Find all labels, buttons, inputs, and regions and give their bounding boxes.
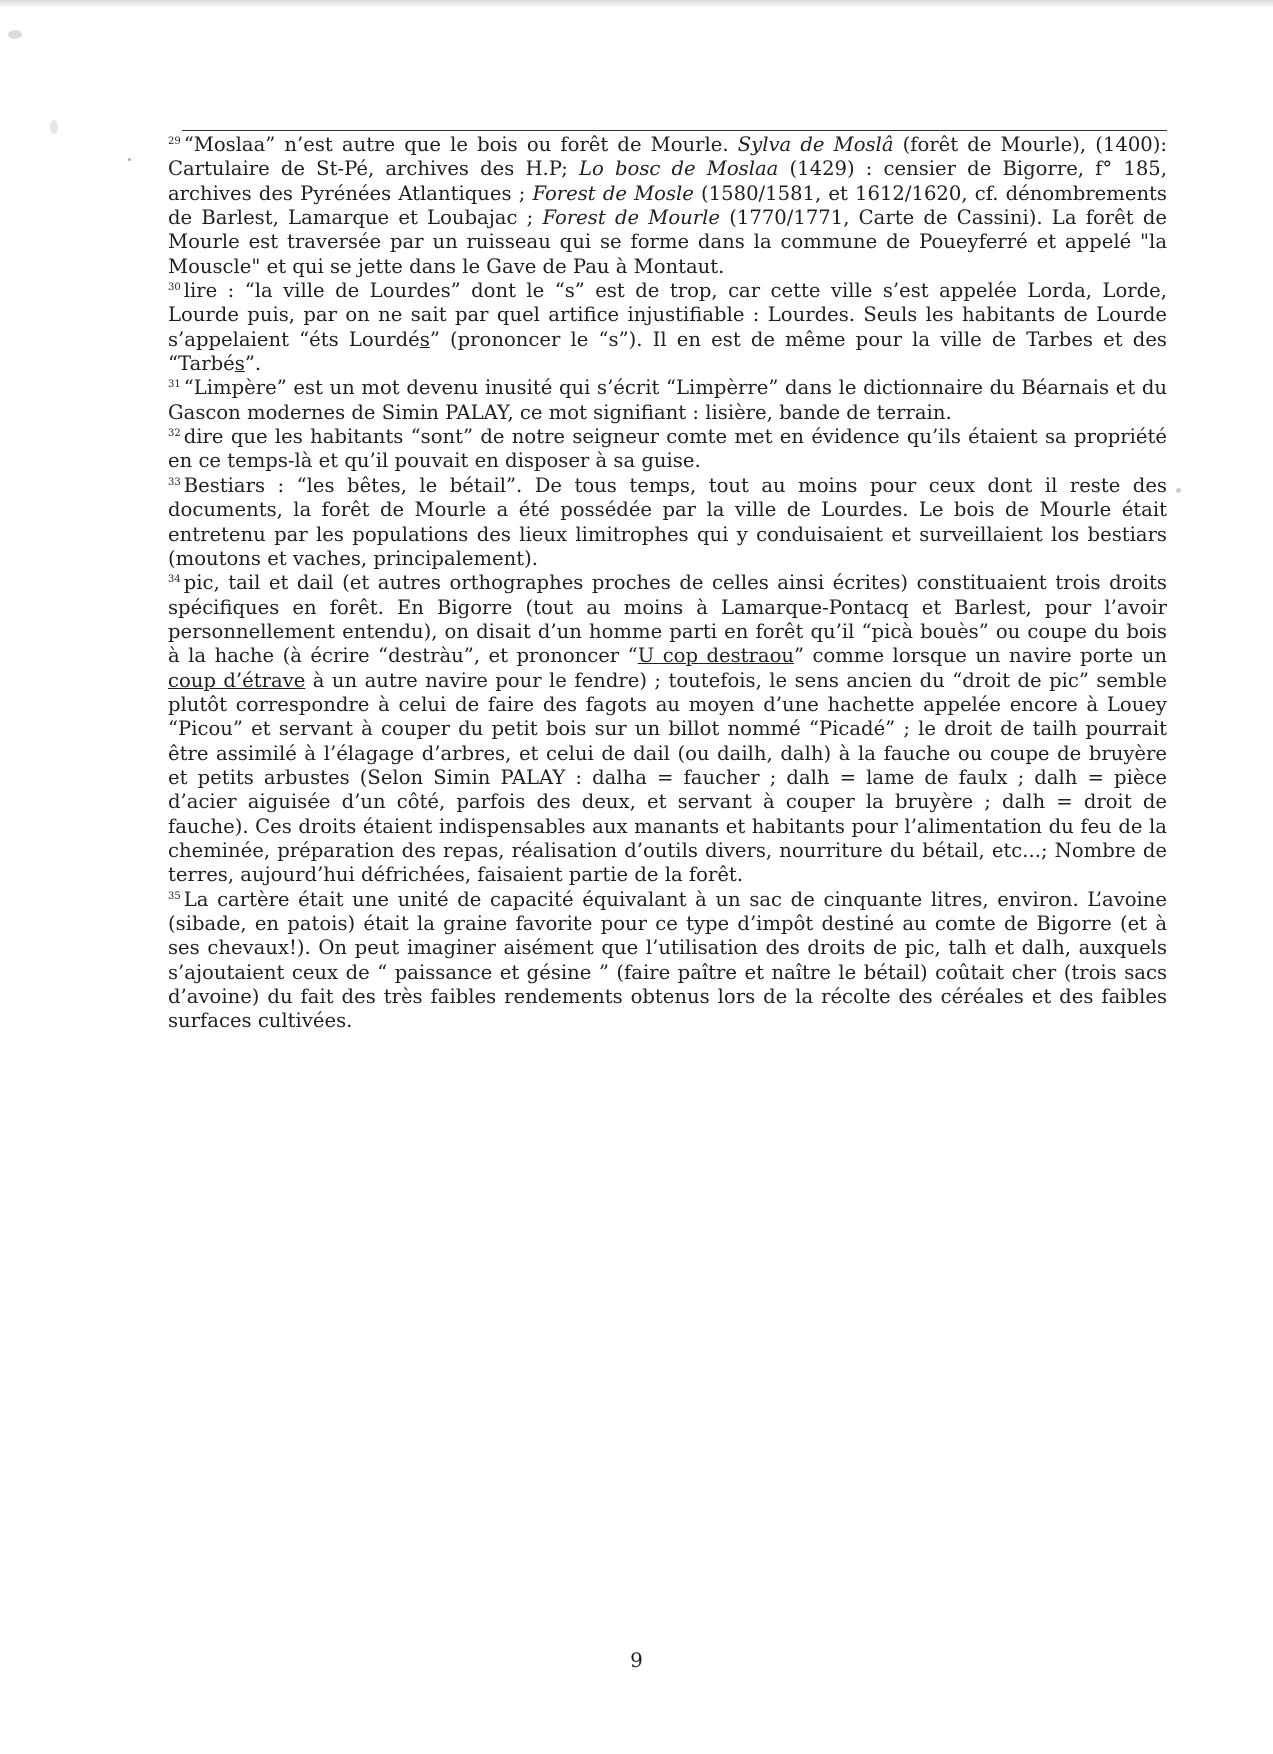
footnote-number: 31	[168, 379, 181, 391]
footnote-number: 29	[168, 136, 181, 147]
scan-edge-shadow	[0, 0, 1273, 8]
footnote-text: ”.	[244, 352, 262, 376]
footnote-text: “Limpère” est un mot devenu inusité qui s’écrit “Limpèrre” dans le dictionnaire du Béarnais et du Gascon modernes de Simin PALAY, ce mot signifiant : lisière, bande de terrain.	[168, 376, 1167, 424]
footnote-text: Bestiars : “les bêtes, le bétail”. De tous temps, tout au moins pour ceux dont il reste des documents, la forêt de Mourle a été possédée par la ville de Lourdes. Le bois de Mourle était entretenu par les populations des lieux limitrophes qui y conduisaient et surveillaient los bestiars (moutons et vaches, principalement).	[168, 473, 1167, 570]
scan-speck	[1176, 488, 1181, 493]
footnote-35	[168, 888, 1167, 1034]
footnote-text: dire que les habitants “sont” de notre seigneur comte met en évidence qu’ils étaient sa propriété en ce temps-là et qu’il pouvait en disposer à sa guise.	[168, 425, 1167, 473]
underlined-text: coup d’étrave	[168, 668, 306, 692]
italic-citation: Sylva de Moslâ	[737, 133, 894, 156]
footnote-text: (1770/1771, Carte de Cassini). La forêt de Mourle est traversée par un ruisseau qui se forme dans la commune de Poueyferré et appelé "la Mouscle" et qui se jette dans le Gave de Pau à Montaut.	[168, 206, 1167, 278]
footnote-text: (1429) : censier de Bigorre, f° 185, archives des Pyrénées Atlantiques ;	[168, 157, 1167, 205]
footnote-text: (1580/1581, et 1612/1620, cf. dénombrements de Barlest, Lamarque et Loubajac ;	[168, 181, 1167, 230]
footnote-number: 30	[168, 282, 181, 294]
footnote-number: 33	[168, 476, 181, 488]
underlined-text: s	[234, 352, 245, 376]
footnote-34	[168, 571, 1167, 887]
italic-citation: Forest de Mourle	[542, 206, 721, 230]
italic-citation: Lo bosc de Moslaa	[579, 157, 779, 181]
footnote-text: pic, tail et dail (et autres orthographes proches de celles ainsi écrites) constituaient trois droits spécifiques en forêt. En Bigorre (tout au moins à Lamarque-Pontacq et Barlest, pour l’avoir personnellement entendu), on disait d’un homme parti en forêt qu’il “picà bouès” ou coupe du bois à la hache (à écrire “destràu”, et prononcer “	[168, 571, 1167, 668]
footnotes-section	[168, 133, 1167, 1034]
footnote-text: à un autre navire pour le fendre) ; toutefois, le sens ancien du “droit de pic” semble plutôt correspondre à celui de faire des fagots au moyen d’une hachette appelée encore à Louey “Picou” et servant à couper du petit bois sur un billot nommé “Picadé” ; le droit de tailh pourrait être assimilé à l’élagage d’arbres, et celui de dail (ou dailh, dalh) à la fauche ou coupe de bruyère et petits arbustes (Selon Simin PALAY : dalha = faucher ; dalh = lame de faulx ; dalh = pièce d’acier aiguisée d’un côté, parfois des deux, et servant à couper la bruyère ; dalh = droit de fauche). Ces droits étaient indispensables aux manants et habitants pour l’alimentation du feu de la cheminée, préparation des repas, réalisation d’outils divers, nourriture du bétail, etc...; Nombre de terres, aujourd’hui défrichées, faisaient partie de la forêt.	[168, 668, 1167, 887]
footnote-text: lire : “la ville de Lourdes” dont le “s” est de trop, car cette ville s’est appelée Lorda, Lorde, Lourde puis, par on ne sait par quel artifice injustifiable : Lourdes. Seuls les habitants de Lourde s’appelaient “éts Lourdé	[168, 279, 1167, 351]
footnote-number: 35	[168, 890, 181, 902]
footnote-number: 34	[168, 574, 181, 586]
footnote-text: “Moslaa” n’est autre que le bois ou forêt de Mourle.	[183, 133, 738, 156]
underlined-text: s	[419, 327, 430, 351]
page-number: 9	[630, 1648, 643, 1672]
underlined-text: U cop destraou	[637, 644, 795, 668]
scan-speck	[8, 30, 22, 39]
footnote-text: (forêt de Mourle), (1400): Cartulaire de St-Pé, archives des H.P;	[168, 133, 1167, 181]
footnote-33	[168, 474, 1167, 571]
footnote-text: ” comme lorsque un navire porte un	[794, 644, 1167, 668]
scan-speck	[50, 120, 58, 134]
footnote-separator	[182, 130, 1167, 131]
footnote-29	[168, 133, 1167, 279]
scan-speck	[128, 158, 131, 161]
footnote-text: ” (prononcer le “s”). Il en est de même pour la ville de Tarbes et des “Tarbé	[168, 327, 1167, 376]
footnote-32	[168, 425, 1167, 474]
footnote-number: 32	[168, 428, 181, 440]
footnote-30	[168, 279, 1167, 376]
footnote-31	[168, 376, 1167, 425]
italic-citation: Forest de Mosle	[532, 181, 694, 205]
footnote-text: La cartère était une unité de capacité équivalant à un sac de cinquante litres, environ. L’avoine (sibade, en patois) était la graine favorite pour ce type d’impôt destiné au comte de Bigorre (et à ses chevaux!). On peut imaginer aisément que l’utilisation des droits de pic, talh et dalh, auxquels s’ajoutaient ceux de “ paissance et gésine ” (faire paître et naître le bétail) coûtait cher (trois sacs d’avoine) du fait des très faibles rendements obtenus lors de la récolte des céréales et des faibles surfaces cultivées.	[168, 887, 1167, 1033]
